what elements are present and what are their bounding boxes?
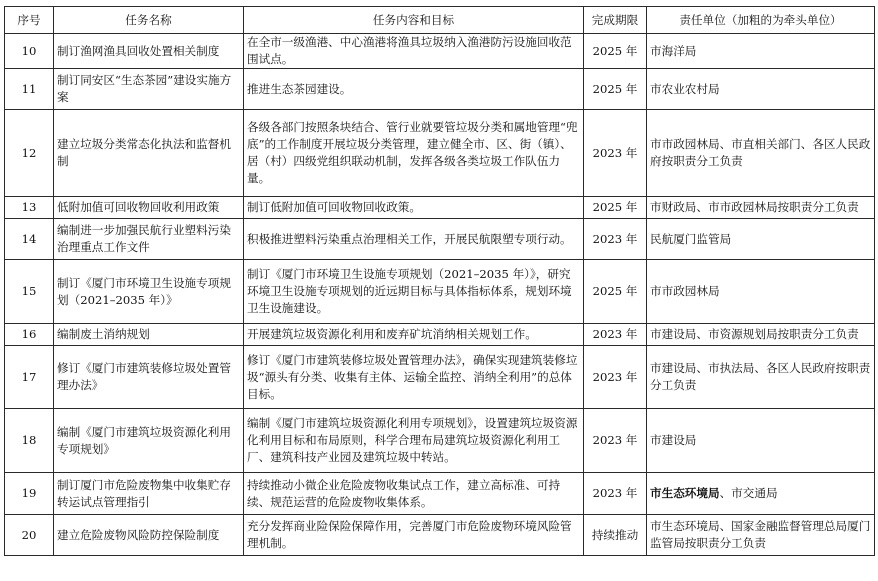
row-no: 16 — [5, 324, 54, 346]
row-deadline: 2025 年 — [584, 69, 647, 110]
task-table — [4, 6, 875, 556]
row-task-content: 充分发挥商业险保险保障作用，完善厦门市危险废物环境风险管理机制。 — [244, 515, 584, 556]
table-row — [5, 515, 875, 556]
table-row — [5, 346, 875, 409]
header-no: 序号 — [5, 7, 54, 34]
table-row — [5, 197, 875, 219]
row-responsible-unit — [647, 515, 875, 556]
row-deadline: 2025 年 — [584, 197, 647, 219]
row-no: 15 — [5, 260, 54, 324]
header-deadline: 完成期限 — [584, 7, 647, 34]
row-task-content: 开展建筑垃圾资源化利用和废弃矿坑消纳相关规划工作。 — [244, 324, 584, 346]
unit-rest: 市财政局、市市政园林局按职责分工负责 — [650, 200, 859, 214]
row-no: 11 — [5, 69, 54, 110]
row-deadline: 2023 年 — [584, 346, 647, 409]
row-task-name: 制订《厦门市环境卫生设施专项规划（2021–2035 年）》 — [54, 260, 244, 324]
row-task-content: 推进生态茶园建设。 — [244, 69, 584, 110]
row-no: 19 — [5, 473, 54, 515]
table-row — [5, 409, 875, 473]
row-no: 12 — [5, 110, 54, 197]
row-task-name: 编制废土消纳规划 — [54, 324, 244, 346]
row-no: 17 — [5, 346, 54, 409]
row-deadline: 2025 年 — [584, 34, 647, 69]
row-responsible-unit — [647, 69, 875, 110]
row-task-name: 编制《厦门市建筑垃圾资源化利用专项规划》 — [54, 409, 244, 473]
row-task-name: 建立危险废物风险防控保险制度 — [54, 515, 244, 556]
row-task-name: 建立垃圾分类常态化执法和监督机制 — [54, 110, 244, 197]
row-task-content: 制订《厦门市环境卫生设施专项规划（2021–2035 年）》，研究环境卫生设施专项规划的近远期目标与具体指标体系，规划环境卫生设施建设。 — [244, 260, 584, 324]
row-task-content: 各级各部门按照条块结合、管行业就要管垃圾分类和属地管理“兜底”的工作制度开展垃圾分类管理，建立健全市、区、街（镇）、居（村）四级党组织联动机制，发挥各级各类垃圾工作队伍力量。 — [244, 110, 584, 197]
row-responsible-unit — [647, 346, 875, 409]
row-task-content: 修订《厦门市建筑装修垃圾处置管理办法》，确保实现建筑装修垃圾“源头有分类、收集有主体、运输全监控、消纳全利用”的总体目标。 — [244, 346, 584, 409]
table-row — [5, 324, 875, 346]
header-task-content: 任务内容和目标 — [244, 7, 584, 34]
unit-rest: 市市政园林局 — [650, 284, 720, 298]
row-deadline: 2023 年 — [584, 324, 647, 346]
row-no: 10 — [5, 34, 54, 69]
row-responsible-unit — [647, 409, 875, 473]
row-deadline: 2023 年 — [584, 473, 647, 515]
table-row — [5, 110, 875, 197]
row-responsible-unit — [647, 260, 875, 324]
unit-rest: 市市政园林局、市直相关部门、各区人民政府按职责分工负责 — [650, 137, 871, 168]
table-row — [5, 473, 875, 515]
unit-rest: 市农业农村局 — [650, 81, 720, 96]
table-row — [5, 69, 875, 110]
unit-rest: 市建设局、市执法局、各区人民政府按职责分工负责 — [650, 361, 871, 392]
row-deadline: 2023 年 — [584, 110, 647, 197]
row-responsible-unit — [647, 324, 875, 346]
row-deadline: 2023 年 — [584, 219, 647, 260]
row-responsible-unit — [647, 473, 875, 515]
row-task-content: 持续推动小微企业危险废物收集试点工作，建立高标准、可持续、规范运营的危险废物收集体系。 — [244, 473, 584, 515]
table-row — [5, 219, 875, 260]
table-row — [5, 260, 875, 324]
unit-rest: 市建设局、市资源规划局按职责分工负责 — [650, 327, 859, 341]
table-header-row — [5, 7, 875, 34]
header-task-name: 任务名称 — [54, 7, 244, 34]
row-no: 18 — [5, 409, 54, 473]
row-task-content: 制订低附加值可回收物回收政策。 — [244, 197, 584, 219]
row-responsible-unit — [647, 197, 875, 219]
unit-rest: 市海洋局 — [650, 43, 697, 58]
row-task-name: 修订《厦门市建筑装修垃圾处置管理办法》 — [54, 346, 244, 409]
unit-lead: 市生态环境局 — [650, 486, 720, 500]
row-task-name: 编制进一步加强民航行业塑料污染治理重点工作文件 — [54, 219, 244, 260]
unit-rest: 市生态环境局、国家金融监督管理总局厦门监管局按职责分工负责 — [650, 519, 871, 550]
row-responsible-unit — [647, 219, 875, 260]
row-deadline: 持续推动 — [584, 515, 647, 556]
row-task-name: 制订渔网渔具回收处置相关制度 — [54, 34, 244, 69]
row-task-content: 积极推进塑料污染重点治理相关工作，开展民航限塑专项行动。 — [244, 219, 584, 260]
table-row — [5, 34, 875, 69]
unit-rest: 、市交通局 — [719, 486, 778, 500]
header-responsible-unit: 责任单位（加粗的为牵头单位） — [647, 7, 875, 34]
row-deadline: 2025 年 — [584, 260, 647, 324]
row-task-content: 编制《厦门市建筑垃圾资源化利用专项规划》，设置建筑垃圾资源化利用目标和布局原则，科学合理布局建筑垃圾资源化利用工厂、建筑科技产业园及建筑垃圾中转站。 — [244, 409, 584, 473]
row-task-name: 制订同安区“生态茶园”建设实施方案 — [54, 69, 244, 110]
row-task-name: 制订厦门市危险废物集中收集贮存转运试点管理指引 — [54, 473, 244, 515]
unit-rest: 市建设局 — [650, 433, 697, 447]
row-task-content: 在全市一级渔港、中心渔港将渔具垃圾纳入渔港防污设施回收范围试点。 — [244, 34, 584, 69]
row-no: 14 — [5, 219, 54, 260]
row-responsible-unit — [647, 110, 875, 197]
row-no: 20 — [5, 515, 54, 556]
row-responsible-unit — [647, 34, 875, 69]
row-deadline: 2023 年 — [584, 409, 647, 473]
unit-rest: 民航厦门监管局 — [650, 231, 732, 246]
row-task-name: 低附加值可回收物回收利用政策 — [54, 197, 244, 219]
row-no: 13 — [5, 197, 54, 219]
